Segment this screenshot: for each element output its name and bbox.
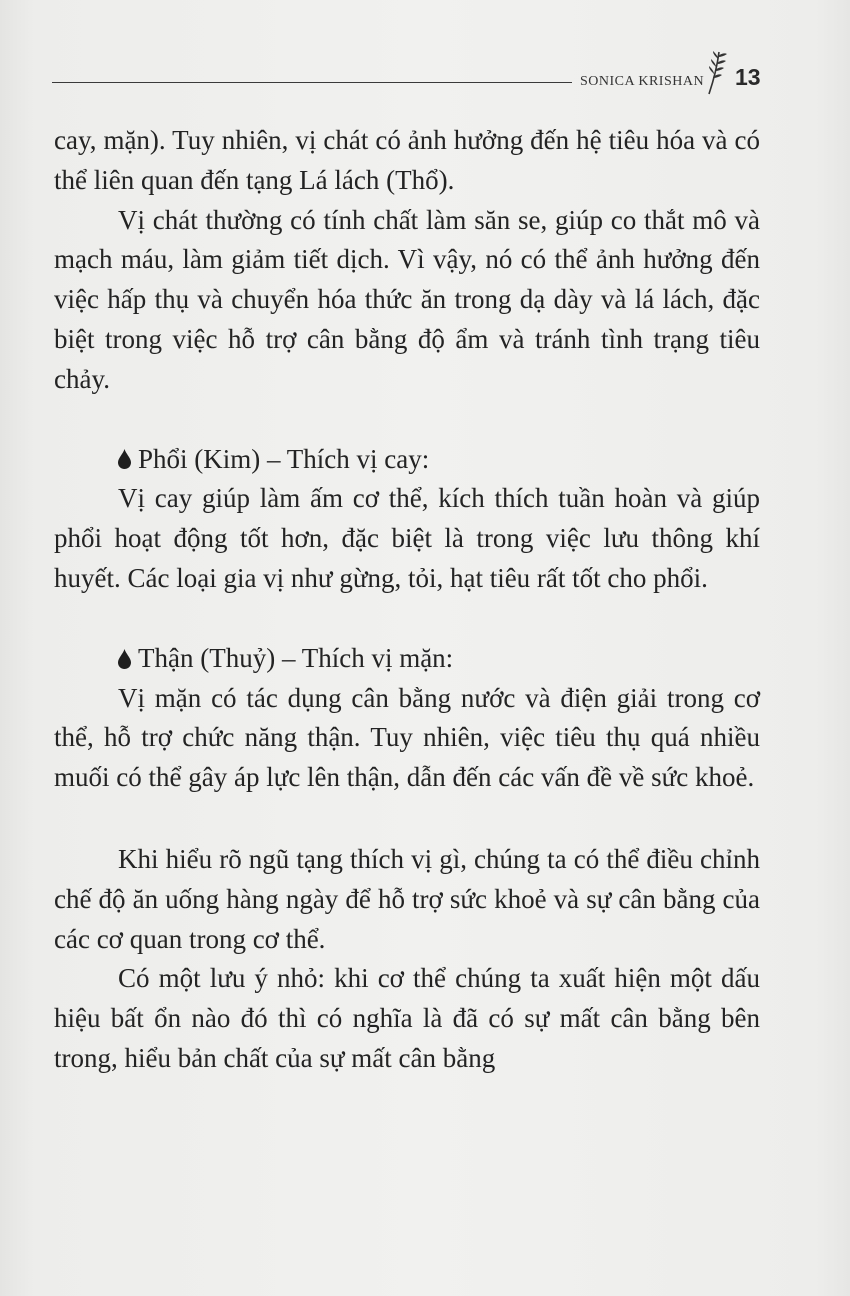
paragraph-note: Có một lưu ý nhỏ: khi cơ thể chúng ta xuất hiện một dấu hiệu bất ổn nào đó thì có nghĩa là đã có sự mất cân bằng bên trong, hiểu bản chất của sự mất cân bằng [54, 963, 760, 1073]
section-heading-lung-text: Phổi (Kim) – Thích vị cay: [138, 443, 430, 474]
running-head: SONICA KRISHAN [580, 74, 705, 89]
paragraph-astringent: Vị chát thường có tính chất làm săn se, giúp co thắt mô và mạch máu, làm giảm tiết dịch. Vì vậy, nó có thể ảnh hưởng đến việc hấp thụ và chuyển hóa thức ăn trong dạ dày và lá lách, đặc biệt trong việc hỗ trợ cân bằng độ ẩm và tránh tình trạng tiêu chảy. [54, 204, 760, 394]
drop-icon [117, 649, 132, 669]
section-heading-kidney [54, 639, 760, 679]
section-heading-lung [54, 440, 760, 480]
paragraph-kidney: Vị mặn có tác dụng cân bằng nước và điện giải trong cơ thể, hỗ trợ chức năng thận. Tuy nhiên, việc tiêu thụ quá nhiều muối có thể gây áp lực lên thận, dẫn đến các vấn đề về sức khoẻ. [54, 682, 760, 793]
section-heading-kidney-text: Thận (Thuỷ) – Thích vị mặn: [138, 642, 454, 673]
paragraph-lung: Vị cay giúp làm ấm cơ thể, kích thích tuần hoàn và giúp phổi hoạt động tốt hơn, đặc biệt là trong việc lưu thông khí huyết. Các loại gia vị như gừng, tỏi, hạt tiêu rất tốt cho phổi. [54, 483, 760, 593]
paragraph-summary: Khi hiểu rõ ngũ tạng thích vị gì, chúng ta có thể điều chỉnh chế độ ăn uống hàng ngày để hỗ trợ sức khoẻ và sự cân bằng của các cơ quan trong cơ thể. [54, 843, 760, 954]
header-rule [52, 82, 572, 83]
paragraph-continuation: cay, mặn). Tuy nhiên, vị chát có ảnh hưởng đến hệ tiêu hóa và có thể liên quan đến tạng Lá lách (Thổ). [54, 125, 760, 195]
page-body [54, 121, 760, 1079]
spacer [54, 400, 760, 440]
spacer [54, 798, 760, 840]
leaf-sprig-icon [704, 46, 730, 96]
drop-icon [117, 449, 132, 469]
spacer [54, 599, 760, 639]
page-number: 13 [735, 64, 761, 90]
page-header [0, 0, 850, 110]
